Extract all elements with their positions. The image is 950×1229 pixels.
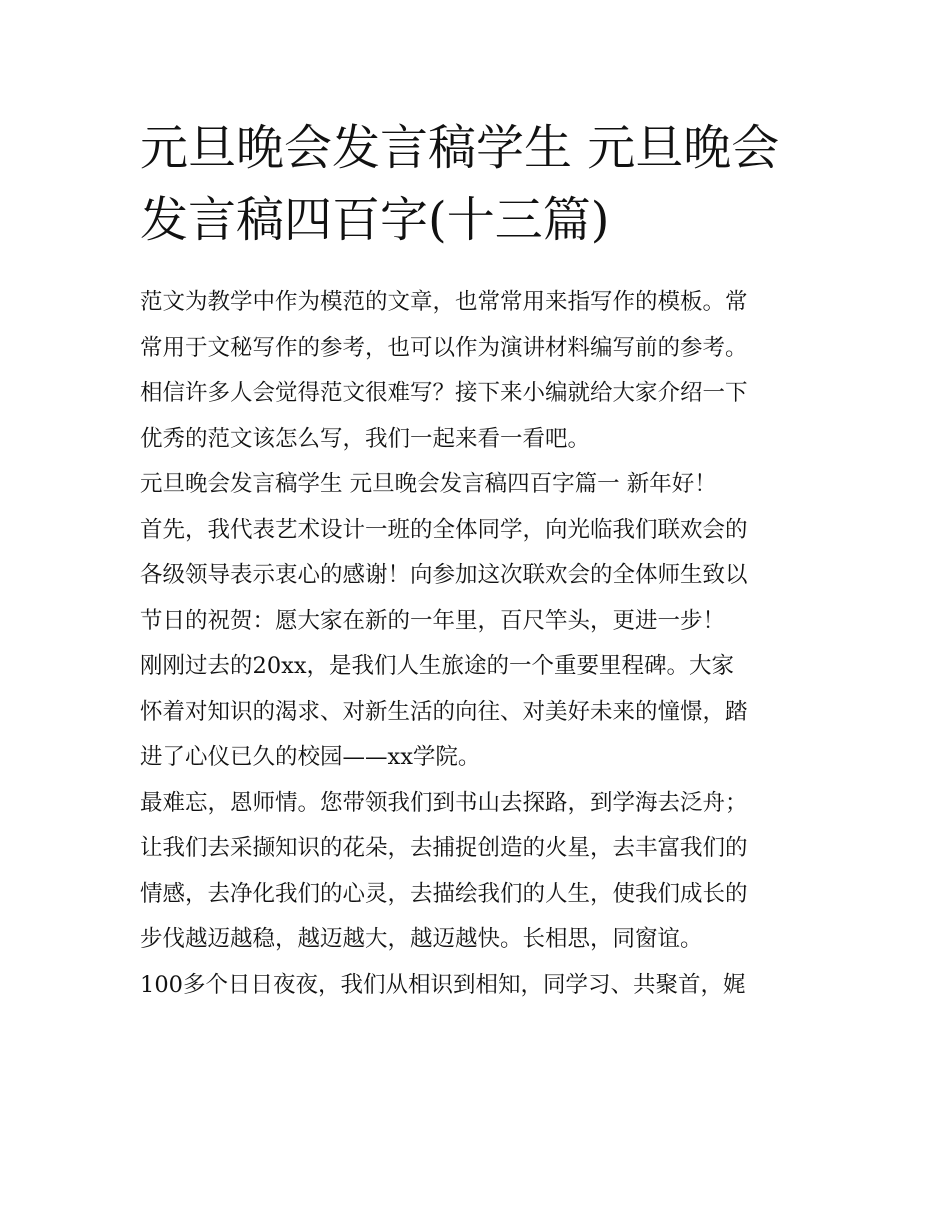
text-line bbox=[140, 508, 820, 554]
title-line-2: 发言稿四百字(十三篇) bbox=[140, 192, 610, 248]
text-line-content: 元旦晚会发言稿学生 元旦晚会发言稿四百字篇一 新年好！ bbox=[140, 471, 717, 497]
text-line-content: 相信许多人会觉得范文很难写？接下来小编就给大家介绍一下 bbox=[140, 380, 748, 406]
text-line bbox=[140, 599, 820, 645]
text-line bbox=[140, 826, 820, 872]
text-line bbox=[140, 781, 820, 827]
text-line-content: 优秀的范文该怎么写，我们一起来看一看吧。 bbox=[140, 425, 591, 452]
text-line-content: 让我们去采撷知识的花朵，去捕捉创造的火星，去丰富我们的 bbox=[140, 835, 748, 861]
document-title bbox=[140, 112, 820, 256]
text-line-content: 进了心仪已久的校园——xx学院。 bbox=[140, 744, 481, 770]
text-line bbox=[140, 280, 820, 326]
text-line bbox=[140, 963, 820, 1009]
text-line bbox=[140, 690, 820, 736]
document-body bbox=[140, 280, 820, 1008]
text-line-content: 刚刚过去的20xx，是我们人生旅途的一个重要里程碑。大家 bbox=[140, 653, 735, 679]
text-line bbox=[140, 872, 820, 918]
text-line-content: 步伐越迈越稳，越迈越大，越迈越快。长相思，同窗谊。 bbox=[140, 926, 703, 952]
title-line-1: 元旦晚会发言稿学生 元旦晚会 bbox=[140, 120, 780, 176]
text-line bbox=[140, 917, 820, 963]
text-line-content: 各级领导表示衷心的感谢！向参加这次联欢会的全体师生致以 bbox=[140, 562, 748, 588]
text-line bbox=[140, 326, 820, 372]
text-line-content: 最难忘，恩师情。您带领我们到书山去探路，到学海去泛舟； bbox=[140, 789, 748, 816]
text-line bbox=[140, 553, 820, 599]
text-line bbox=[140, 371, 820, 417]
text-line bbox=[140, 462, 820, 508]
text-line bbox=[140, 735, 820, 781]
text-line-content: 节日的祝贺：愿大家在新的一年里，百尺竿头，更进一步！ bbox=[140, 607, 726, 634]
text-line bbox=[140, 417, 820, 463]
text-line bbox=[140, 644, 820, 690]
text-line-content: 常用于文秘写作的参考，也可以作为演讲材料编写前的参考。 bbox=[140, 334, 748, 361]
text-line-content: 首先，我代表艺术设计一班的全体同学，向光临我们联欢会的 bbox=[140, 516, 748, 543]
text-line-content: 怀着对知识的渴求、对新生活的向往、对美好未来的憧憬，踏 bbox=[140, 698, 748, 725]
text-line-content: 100多个日日夜夜，我们从相识到相知，同学习、共聚首，娓 bbox=[140, 971, 746, 998]
text-line-content: 范文为教学中作为模范的文章，也常常用来指写作的模板。常 bbox=[140, 289, 748, 315]
text-line-content: 情感，去净化我们的心灵，去描绘我们的人生，使我们成长的 bbox=[140, 880, 748, 907]
